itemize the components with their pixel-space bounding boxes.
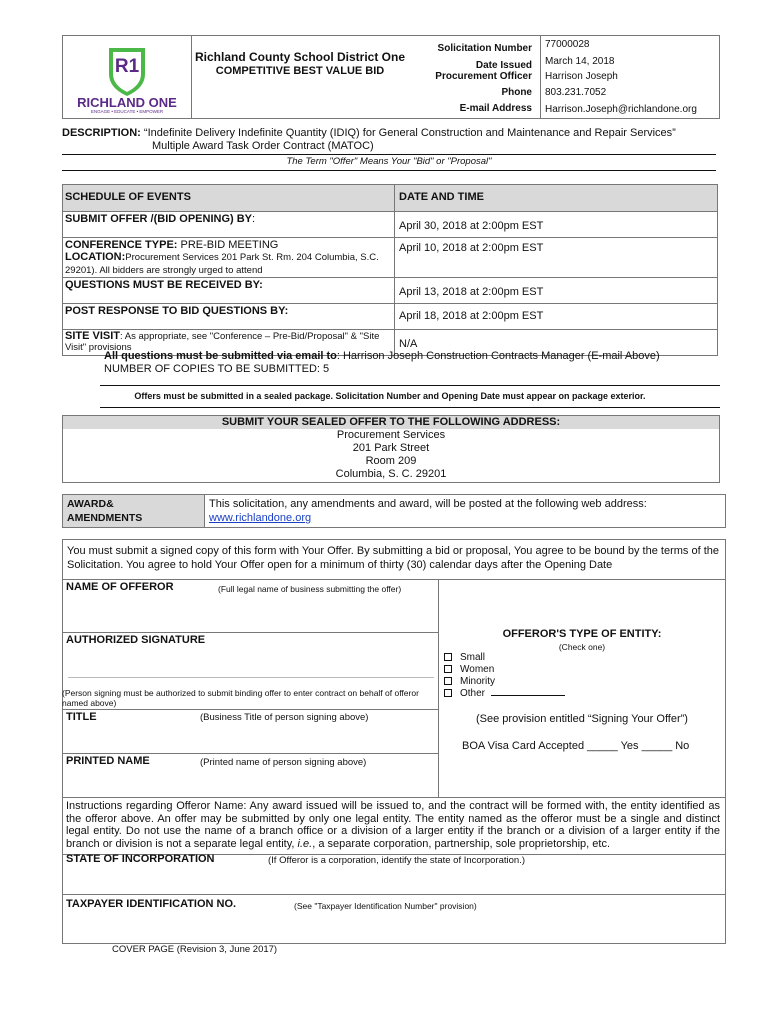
description-block (62, 127, 722, 152)
award-label: AWARD& AMENDMENTS (63, 495, 205, 527)
printed-name-hint: (Printed name of person signing above) (200, 757, 367, 768)
entity-option-small[interactable]: Small (444, 652, 565, 664)
solicitation-number-label: Solicitation Number (437, 43, 532, 54)
signing-provision-note: (See provision entitled “Signing Your Offer”) (476, 713, 688, 725)
description-text: “Indefinite Delivery Indefinite Quantity (IDIQ) for General Construction and Maintenance and Repair Services” (143, 127, 676, 139)
form-divider (62, 894, 726, 895)
authorized-signature-field[interactable] (64, 648, 434, 676)
submit-instructions: You must submit a signed copy of this form with Your Offer. By submitting a bid or proposal, You agree to be bound by the terms of the Solicitation. You agree to hold Your Offer open for a minimum of thirty (30) calendar days after the Opening Date (67, 545, 719, 571)
authorized-signature-hint: (Person signing must be authorized to submit binding offer to enter contract on behalf of offeror named above) (62, 688, 419, 708)
schedule-table (62, 184, 718, 356)
form-divider (62, 709, 438, 710)
sealed-package-note: Offers must be submitted in a sealed package. Solicitation Number and Opening Date must appear on package exterior. (134, 391, 646, 401)
entity-type-hint: (Check one) (558, 642, 606, 652)
conference-cell (63, 238, 395, 277)
all-questions-bold: All questions must be submitted via email to (104, 350, 337, 362)
submit-offer-label: SUBMIT OFFER /(BID OPENING) BY: (63, 212, 395, 237)
divider (62, 170, 716, 171)
checkbox[interactable] (444, 677, 452, 685)
title-label: TITLE (66, 711, 97, 723)
other-entity-field[interactable] (491, 695, 565, 696)
questions-date: April 13, 2018 at 2:00pm EST (399, 286, 544, 298)
address-line: Procurement Services (336, 429, 446, 441)
address-heading: SUBMIT YOUR SEALED OFFER TO THE FOLLOWING ADDRESS: (63, 416, 719, 429)
entity-option-other[interactable]: Other (444, 688, 565, 700)
award-text: This solicitation, any amendments and award, will be posted at the following web address: (209, 498, 647, 510)
address-line: Columbia, S. C. 29201 (335, 468, 447, 480)
date-issued-label: Date Issued (475, 60, 532, 71)
post-response-date: April 18, 2018 at 2:00pm EST (399, 310, 544, 322)
conference-type-label: CONFERENCE TYPE: (65, 239, 178, 251)
entity-option-minority[interactable]: Minority (444, 676, 565, 688)
boa-visa-line: BOA Visa Card Accepted _____ Yes _____ No (462, 740, 690, 752)
entity-type-title: OFFEROR'S TYPE OF ENTITY: (502, 628, 662, 640)
procurement-officer-value: Harrison Joseph (545, 71, 618, 82)
state-of-incorporation-field[interactable] (64, 868, 722, 894)
award-text-block (209, 497, 721, 525)
email-label: E-mail Address (459, 103, 532, 114)
state-of-incorporation-label: STATE OF INCORPORATION (66, 853, 215, 865)
schedule-header-date: DATE AND TIME (399, 191, 484, 203)
schedule-header-events: SCHEDULE OF EVENTS (63, 185, 395, 211)
authorized-signature-label: AUTHORIZED SIGNATURE (66, 634, 206, 646)
term-note: The Term "Offer" Means Your "Bid" or "Proposal" (286, 156, 492, 167)
state-of-incorporation-hint: (If Offeror is a corporation, identify the state of Incorporation.) (268, 855, 525, 866)
logo-tagline: ENGAGE • EDUCATE • EMPOWER (90, 109, 164, 114)
divider (100, 385, 720, 386)
table-row (63, 303, 717, 329)
award-website-link[interactable]: www.richlandone.org (209, 512, 312, 524)
checkbox[interactable] (444, 653, 452, 661)
form-divider (62, 797, 726, 798)
all-questions-note (104, 350, 660, 376)
title-field[interactable] (64, 725, 434, 751)
name-of-offeror-field[interactable] (64, 595, 434, 629)
conference-date: April 10, 2018 at 2:00pm EST (399, 242, 544, 254)
address-line: 201 Park Street (352, 442, 430, 454)
table-row (63, 211, 717, 237)
questions-label: QUESTIONS MUST BE RECEIVED BY: (63, 278, 395, 303)
divider (100, 407, 720, 408)
org-name: Richland County School District One (194, 50, 406, 64)
address-box (62, 415, 720, 483)
phone-label: Phone (501, 87, 532, 98)
printed-name-field[interactable] (64, 769, 434, 795)
form-divider (62, 632, 438, 633)
name-of-offeror-label: NAME OF OFFEROR (66, 581, 174, 593)
phone-value: 803.231.7052 (545, 87, 607, 98)
offeror-name-instructions: Instructions regarding Offeror Name: Any award issued will be issued to, and the contract will be formed with, the entity identified as the offeror above. An offer may be submitted by only one legal entity. The entity named as the offeror must be a single and distinct legal entity. Do not use the name of a branch office or a division of a larger entity if the branch or a division of a larger entity if the branch or division is not a separate legal entity, i.e., a separate corporation, partnership, sole proprietorship, etc. (66, 800, 720, 850)
divider (62, 154, 716, 155)
email-value: Harrison.Joseph@richlandone.org (545, 104, 697, 115)
name-of-offeror-hint: (Full legal name of business submitting the offer) (218, 584, 402, 594)
description-subtext: Multiple Award Task Order Contract (MATOC) (152, 139, 374, 152)
site-visit-date: N/A (399, 338, 418, 350)
taxpayer-id-field[interactable] (64, 912, 722, 942)
location-value: Procurement Services 201 Park St. Rm. 204 Columbia, S.C. 29201). All bidders are strongly urged to attend (65, 252, 379, 276)
checkbox[interactable] (444, 665, 452, 673)
location-label: LOCATION: (65, 251, 126, 263)
signature-line (68, 677, 434, 678)
address-line: Room 209 (365, 455, 417, 467)
taxpayer-id-label: TAXPAYER IDENTIFICATION NO. (66, 898, 237, 910)
date-issued-value: March 14, 2018 (545, 56, 615, 67)
org-title-block (190, 50, 410, 78)
schedule-header-row (63, 185, 717, 211)
checkbox[interactable] (444, 689, 452, 697)
solicitation-number-value: 77000028 (545, 39, 590, 50)
bid-type: COMPETITIVE BEST VALUE BID (215, 65, 385, 77)
entity-option-women[interactable]: Women (444, 664, 565, 676)
entity-type-list (444, 652, 565, 700)
table-row (63, 277, 717, 303)
submit-offer-date: April 30, 2018 at 2:00pm EST (399, 220, 544, 232)
form-divider (438, 579, 439, 797)
site-visit-label: SITE VISIT (65, 330, 121, 342)
logo-name: RICHLAND ONE (77, 95, 177, 110)
site-visit-value: : As appropriate, see "Conference – Pre-Bid/Proposal" & "Site Visit" provisions (65, 331, 380, 353)
printed-name-label: PRINTED NAME (66, 755, 150, 767)
all-questions-rest: : Harrison Joseph Construction Contracts Manager (E-mail Above) (336, 350, 660, 362)
header-divider (540, 36, 541, 118)
richland-one-logo (66, 44, 188, 114)
form-divider (62, 579, 726, 580)
page-footer: COVER PAGE (Revision 3, June 2017) (112, 944, 278, 955)
procurement-officer-label: Procurement Officer (435, 71, 532, 82)
table-row (63, 237, 717, 277)
award-box (62, 494, 726, 528)
post-response-label: POST RESPONSE TO BID QUESTIONS BY: (63, 304, 395, 329)
taxpayer-id-hint: (See "Taxpayer Identification Number" provision) (294, 901, 477, 911)
title-hint: (Business Title of person signing above) (200, 712, 369, 723)
logo-letters: R1 (114, 56, 140, 77)
description-label: DESCRIPTION: (62, 127, 141, 139)
form-divider (62, 753, 438, 754)
conference-type-value: PRE-BID MEETING (180, 239, 279, 251)
copies-note: NUMBER OF COPIES TO BE SUBMITTED: 5 (104, 363, 330, 375)
